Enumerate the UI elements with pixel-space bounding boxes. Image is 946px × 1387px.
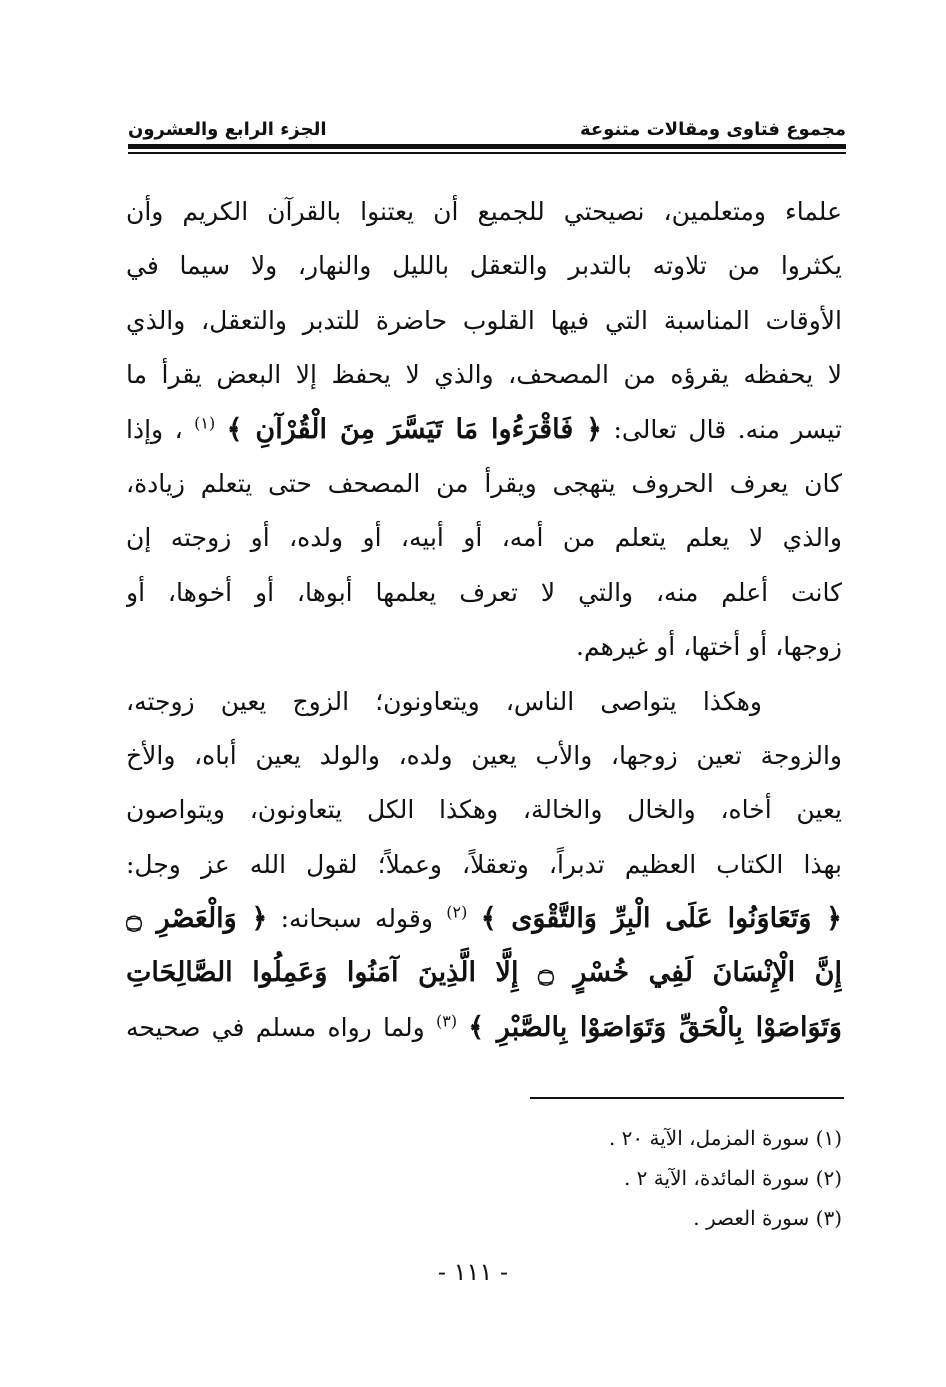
- text-segment: ولما رواه مسلم في صحيحه: [126, 1012, 425, 1042]
- text-segment: والزوجة تعين زوجها، والأب يعين ولده، والولد يعين أباه، والأخ: [126, 740, 842, 770]
- text-segment: كان يعرف الحروف يتهجى ويقرأ من المصحف حتى يتعلم زيادة،: [126, 468, 842, 498]
- quran-verse: إِنَّ الْإِنْسَانَ لَفِي خُسْرٍ ۝ إِلَّا الَّذِينَ آمَنُوا وَعَمِلُوا الصَّالِحَاتِ: [126, 957, 842, 989]
- text-segment: زوجها، أو أختها، أو غيرهم.: [576, 632, 842, 662]
- footnote-reference: (٢): [446, 902, 468, 922]
- text-line-6: [126, 457, 842, 511]
- footnote-reference: (١): [194, 413, 216, 433]
- header-rule-thick: [128, 144, 846, 149]
- header-rule-thin: [128, 152, 846, 154]
- quran-verse: وَتَوَاصَوْا بِالْحَقِّ وَتَوَاصَوْا بِالصَّبْرِ ﴾: [468, 1011, 842, 1043]
- text-segment: كانت أعلم منه، والتي لا تعرف يعلمها أبوها، أو أخوها، أو: [126, 577, 842, 607]
- text-line-3: [126, 294, 842, 348]
- footnote-3: (٣) سورة العصر .: [693, 1206, 842, 1230]
- main-text: [126, 185, 842, 1055]
- text-line-11: [126, 729, 842, 783]
- text-line-16: [126, 1001, 842, 1055]
- text-line-7: [126, 511, 842, 565]
- text-line-1: [126, 185, 842, 239]
- text-line-4: [126, 348, 842, 402]
- text-line-8: [126, 566, 842, 620]
- text-line-9: [126, 620, 842, 674]
- text-line-14: [126, 892, 842, 946]
- page-number: - ١١١ -: [437, 1258, 509, 1286]
- footnotes: [300, 1118, 842, 1238]
- footnote-separator: [530, 1097, 844, 1099]
- text-line-15: [126, 946, 842, 1000]
- footnote-1: (١) سورة المزمل، الآية ٢٠ .: [608, 1126, 842, 1150]
- book-title: مجموع فتاوى ومقالات متنوعة: [579, 119, 846, 140]
- text-segment: لا يحفظه يقرؤه من المصحف، والذي لا يحفظ إلا البعض يقرأ ما: [126, 360, 842, 390]
- text-segment: والذي لا يعلم يتعلم من أمه، أو أبيه، أو ولده، أو زوجته إن: [126, 523, 842, 553]
- volume-label: الجزء الرابع والعشرون: [128, 119, 327, 140]
- footnote-reference: (٣): [435, 1011, 458, 1031]
- text-segment: وقوله سبحانه:: [267, 904, 433, 934]
- text-line-5: [126, 403, 842, 457]
- text-segment: الأوقات المناسبة التي فيها القلوب حاضرة للتدبر والتعقل، والذي: [126, 305, 842, 335]
- text-segment: بهذا الكتاب العظيم تدبراً، وتعقلاً، وعملاً؛ لقول الله عز وجل:: [126, 849, 842, 879]
- text-segment: تيسر منه. قال تعالى:: [601, 414, 842, 444]
- text-line-2: [126, 239, 842, 293]
- quran-verse: ﴿ وَالْعَصْرِ ۝: [126, 903, 268, 935]
- text-segment: وهكذا يتواصى الناس، ويتعاونون؛ الزوج يعين زوجته،: [126, 686, 762, 716]
- quran-verse: ﴿ وَتَعَاوَنُوا عَلَى الْبِرِّ وَالتَّقْوَى ﴾: [480, 903, 842, 935]
- text-segment: يعين أخاه، والخال والخالة، وهكذا الكل يتعاونون، ويتواصون: [126, 795, 842, 825]
- footnote-2: (٢) سورة المائدة، الآية ٢ .: [623, 1166, 842, 1190]
- text-line-10: [126, 675, 842, 729]
- quran-verse: ﴿ فَاقْرَءُوا مَا تَيَسَّرَ مِنَ الْقُرْآنِ ﴾: [226, 413, 602, 445]
- text-segment: ، وإذا: [126, 414, 183, 444]
- running-header: [128, 104, 846, 140]
- text-line-12: [126, 783, 842, 837]
- text-segment: يكثروا من تلاوته بالتدبر والتعقل بالليل والنهار، ولا سيما في: [126, 251, 842, 281]
- text-segment: علماء ومتعلمين، نصيحتي للجميع أن يعتنوا بالقرآن الكريم وأن: [126, 197, 842, 226]
- text-line-13: [126, 838, 842, 892]
